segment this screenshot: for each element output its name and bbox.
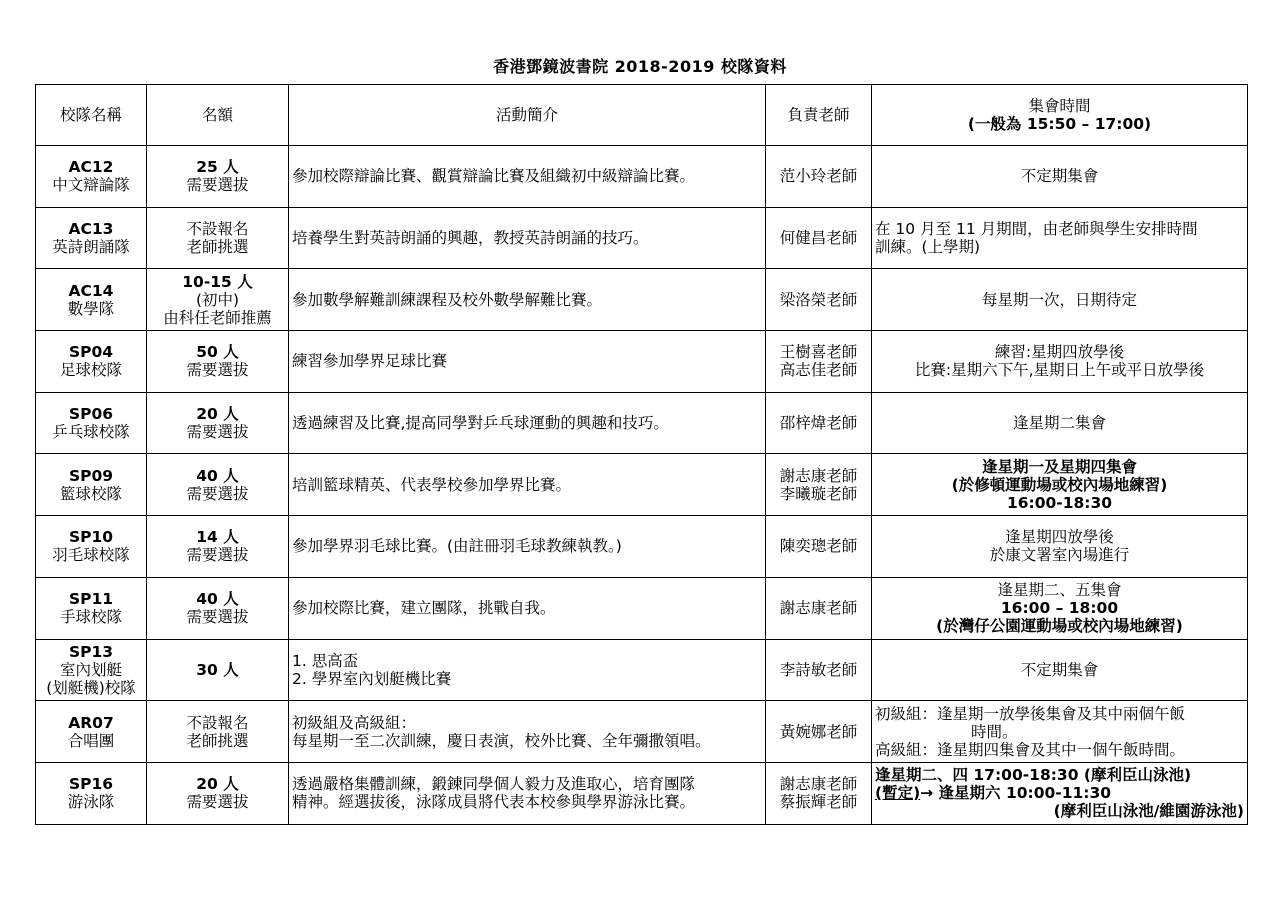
teacher-name: 梁洛榮老師 xyxy=(779,290,858,309)
quota-line: 14 人 xyxy=(196,528,239,547)
quota-line: 需要選拔 xyxy=(186,423,249,442)
time-line: (摩利臣山泳池/維園游泳池) xyxy=(1053,802,1244,821)
quota-cell xyxy=(147,701,289,763)
team-name-cell xyxy=(36,762,147,824)
teacher-cell xyxy=(766,392,872,454)
team-name: 合唱團 xyxy=(67,731,115,750)
intro-line: 1. 思高盃 xyxy=(292,651,359,670)
teacher-cell xyxy=(766,701,872,763)
table-header-row xyxy=(36,85,1248,146)
time-line: (於修頓運動場或校內場地練習) xyxy=(951,475,1168,494)
intro-line: 初級組及高級組： xyxy=(292,713,417,732)
time-cell xyxy=(872,331,1248,393)
quota-line: 需要選拔 xyxy=(186,793,249,812)
time-cell xyxy=(872,639,1248,701)
time-line: 比賽:星期六下午,星期日上午或平日放學後 xyxy=(914,361,1205,380)
team-name-cell xyxy=(36,516,147,578)
team-code: AC13 xyxy=(68,220,114,239)
time-line: 逢星期四放學後 xyxy=(1005,528,1114,547)
quota-line: 25 人 xyxy=(196,158,239,177)
team-name: 足球校隊 xyxy=(59,361,122,380)
table-row xyxy=(36,701,1248,763)
intro-line: 參加校際辯論比賽、觀賞辯論比賽及組織初中級辯論比賽。 xyxy=(292,167,696,186)
time-line: 逢星期二、四 17:00-18:30 (摩利臣山泳池) xyxy=(875,766,1192,785)
team-name: 籃球校隊 xyxy=(59,484,122,503)
team-name: 室內划艇 xyxy=(59,660,122,679)
quota-line: 50 人 xyxy=(196,343,239,362)
intro-line: 培養學生對英詩朗誦的興趣，教授英詩朗誦的技巧。 xyxy=(292,229,649,248)
time-line: (於灣仔公園運動場或校內場地練習) xyxy=(936,617,1183,636)
teacher-name: 何健昌老師 xyxy=(779,229,858,248)
teacher-cell xyxy=(766,146,872,208)
table-row xyxy=(36,516,1248,578)
teacher-cell xyxy=(766,269,872,331)
teacher-name: 蔡振輝老師 xyxy=(779,793,858,812)
tentative-note: (暫定) xyxy=(875,784,921,803)
team-name: 數學隊 xyxy=(67,299,115,318)
intro-line: 參加學界羽毛球比賽。(由註冊羽毛球教練執教。) xyxy=(292,537,622,556)
quota-cell xyxy=(147,762,289,824)
time-cell xyxy=(872,269,1248,331)
table-row xyxy=(36,331,1248,393)
time-line: 初級組：逢星期一放學後集會及其中兩個午飯 xyxy=(875,704,1186,723)
teacher-name: 黃婉娜老師 xyxy=(779,722,858,741)
team-code: AC14 xyxy=(68,281,114,300)
teacher-cell xyxy=(766,639,872,701)
team-code: SP06 xyxy=(68,405,114,424)
time-line: 不定期集會 xyxy=(1020,660,1099,679)
time-line: 在 10 月至 11 月期間，由老師與學生安排時間 xyxy=(875,220,1198,239)
team-code: SP04 xyxy=(68,343,114,362)
quota-line: 不設報名 xyxy=(186,713,249,732)
quota-line: 需要選拔 xyxy=(186,361,249,380)
quota-cell xyxy=(147,269,289,331)
time-line: 高級組：逢星期四集會及其中一個午飯時間。 xyxy=(875,740,1186,759)
table-row xyxy=(36,454,1248,516)
teacher-name: 謝志康老師 xyxy=(779,599,858,618)
time-cell xyxy=(872,762,1248,824)
time-line xyxy=(875,784,1244,802)
header-teacher: 負責老師 xyxy=(766,85,872,146)
teacher-name: 邵梓煒老師 xyxy=(779,414,858,433)
quota-line: 30 人 xyxy=(196,660,239,679)
intro-cell xyxy=(289,146,766,208)
quota-line: 不設報名 xyxy=(186,220,249,239)
table-row xyxy=(36,762,1248,824)
intro-line: 參加校際比賽，建立團隊，挑戰自我。 xyxy=(292,599,556,618)
quota-line: (初中) xyxy=(195,290,240,309)
header-activity-intro: 活動簡介 xyxy=(289,85,766,146)
team-name-cell xyxy=(36,146,147,208)
intro-cell xyxy=(289,762,766,824)
intro-line: 練習參加學界足球比賽 xyxy=(292,352,448,371)
table-row xyxy=(36,146,1248,208)
time-line: 逢星期一及星期四集會 xyxy=(981,457,1137,476)
header-meeting-time-sub: (一般為 15:50 – 17:00) xyxy=(967,115,1152,133)
teacher-name: 高志佳老師 xyxy=(779,361,858,380)
team-name-cell xyxy=(36,269,147,331)
teacher-cell xyxy=(766,207,872,269)
time-line: 不定期集會 xyxy=(1020,167,1099,186)
time-cell xyxy=(872,207,1248,269)
quota-line: 需要選拔 xyxy=(186,176,249,195)
teacher-name: 王樹喜老師 xyxy=(779,343,858,362)
table-row xyxy=(36,269,1248,331)
intro-line: 參加數學解難訓練課程及校外數學解難比賽。 xyxy=(292,290,603,309)
intro-line: 透過嚴格集體訓練，鍛鍊同學個人毅力及進取心，培育團隊 xyxy=(292,775,696,794)
time-line: 每星期一次，日期待定 xyxy=(981,290,1137,309)
intro-cell xyxy=(289,392,766,454)
teacher-name: 陳奕璁老師 xyxy=(779,537,858,556)
intro-line: 培訓籃球精英、代表學校參加學界比賽。 xyxy=(292,475,572,494)
time-cell xyxy=(872,454,1248,516)
time-line: 16:00-18:30 xyxy=(1006,493,1113,512)
quota-cell xyxy=(147,516,289,578)
intro-cell xyxy=(289,207,766,269)
quota-cell xyxy=(147,331,289,393)
intro-line: 2. 學界室內划艇機比賽 xyxy=(292,669,452,688)
intro-cell xyxy=(289,454,766,516)
teacher-cell xyxy=(766,577,872,639)
document-title: 香港鄧鏡波書院 2018-2019 校隊資料 xyxy=(493,57,787,76)
teacher-name: 謝志康老師 xyxy=(779,775,858,794)
header-meeting-time xyxy=(872,85,1248,146)
quota-cell xyxy=(147,392,289,454)
table-row xyxy=(36,577,1248,639)
teacher-name: 李曦璇老師 xyxy=(779,484,858,503)
team-name-cell xyxy=(36,454,147,516)
team-name: 羽毛球校隊 xyxy=(52,546,130,565)
team-name-cell xyxy=(36,207,147,269)
team-name-cell xyxy=(36,701,147,763)
quota-line: 20 人 xyxy=(196,405,239,424)
quota-cell xyxy=(147,146,289,208)
intro-cell xyxy=(289,331,766,393)
quota-line: 需要選拔 xyxy=(186,608,249,627)
time-line: 練習:星期四放學後 xyxy=(994,343,1125,362)
intro-line: 每星期一至二次訓練，慶日表演，校外比賽、全年彌撒領唱。 xyxy=(292,731,711,750)
quota-line: 10-15 人 xyxy=(182,272,253,291)
quota-line: 需要選拔 xyxy=(186,546,249,565)
quota-line: 20 人 xyxy=(196,775,239,794)
teacher-name: 李詩敏老師 xyxy=(779,660,858,679)
header-meeting-time-label: 集會時間 xyxy=(1028,97,1091,115)
intro-cell xyxy=(289,639,766,701)
time-cell xyxy=(872,146,1248,208)
team-name-cell xyxy=(36,392,147,454)
time-line: 逢星期二、五集會 xyxy=(997,581,1122,600)
time-line: 於康文署室內場進行 xyxy=(989,546,1130,565)
team-name-line2: (划艇機)校隊 xyxy=(46,678,136,697)
quota-line: 老師挑選 xyxy=(186,731,249,750)
time-line: 時間。 xyxy=(971,722,1018,741)
team-name: 游泳隊 xyxy=(67,793,115,812)
table-row xyxy=(36,639,1248,701)
time-cell xyxy=(872,392,1248,454)
team-name-cell xyxy=(36,639,147,701)
table-row xyxy=(36,207,1248,269)
quota-line: 由科任老師推薦 xyxy=(163,308,272,327)
team-name: 中文辯論隊 xyxy=(52,176,130,195)
intro-cell xyxy=(289,701,766,763)
quota-cell xyxy=(147,577,289,639)
teacher-name: 范小玲老師 xyxy=(779,167,858,186)
team-code: SP10 xyxy=(68,528,114,547)
team-name-cell xyxy=(36,577,147,639)
team-code: SP13 xyxy=(68,642,114,661)
time-line: 逢星期二集會 xyxy=(1012,414,1106,433)
intro-cell xyxy=(289,269,766,331)
quota-cell xyxy=(147,207,289,269)
quota-line: 40 人 xyxy=(196,466,239,485)
time-cell xyxy=(872,516,1248,578)
team-code: AC12 xyxy=(68,158,114,177)
team-name: 乒乓球校隊 xyxy=(52,423,130,442)
table-row xyxy=(36,392,1248,454)
team-code: SP11 xyxy=(68,590,114,609)
teacher-name: 謝志康老師 xyxy=(779,466,858,485)
teacher-cell xyxy=(766,762,872,824)
quota-cell xyxy=(147,639,289,701)
teacher-cell xyxy=(766,516,872,578)
intro-line: 精神。經選拔後，泳隊成員將代表本校參與學界游泳比賽。 xyxy=(292,793,696,812)
team-code: SP09 xyxy=(68,466,114,485)
quota-line: 40 人 xyxy=(196,590,239,609)
intro-line: 透過練習及比賽,提高同學對乒乓球運動的興趣和技巧。 xyxy=(292,414,669,433)
time-arrow-line: → 逢星期六 10:00-11:30 xyxy=(920,784,1112,803)
intro-cell xyxy=(289,516,766,578)
intro-cell xyxy=(289,577,766,639)
quota-line: 老師挑選 xyxy=(186,238,249,257)
time-line: 16:00 – 18:00 xyxy=(1000,599,1119,618)
time-cell xyxy=(872,701,1248,763)
time-cell xyxy=(872,577,1248,639)
team-name-cell xyxy=(36,331,147,393)
quota-line: 需要選拔 xyxy=(186,484,249,503)
team-code: AR07 xyxy=(68,713,114,732)
team-name: 手球校隊 xyxy=(59,608,122,627)
team-code: SP16 xyxy=(68,775,114,794)
header-team-name: 校隊名稱 xyxy=(36,85,147,146)
quota-cell xyxy=(147,454,289,516)
teacher-cell xyxy=(766,454,872,516)
teacher-cell xyxy=(766,331,872,393)
header-quota: 名額 xyxy=(147,85,289,146)
time-line: 訓練。(上學期) xyxy=(875,238,981,257)
school-teams-table xyxy=(35,84,1248,825)
team-name: 英詩朗誦隊 xyxy=(52,238,130,257)
